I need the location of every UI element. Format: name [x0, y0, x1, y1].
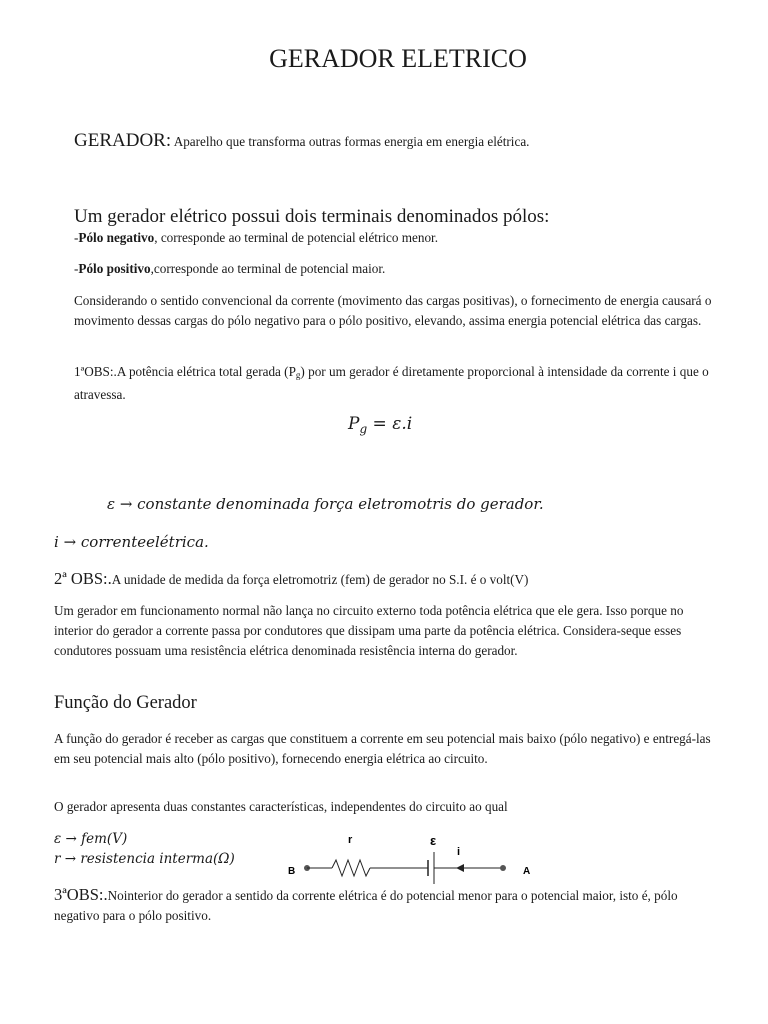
negative-pole-label: Pólo negativo — [78, 230, 155, 245]
positive-pole-label: Pólo positivo — [78, 261, 151, 276]
obs1-text-b: ) por um gerador é diretamente proporcional à intensidade da corrente i que o atravessa. — [74, 364, 709, 402]
constant-emf: ε → fem(V) — [54, 831, 128, 847]
resistor-label: r — [348, 834, 353, 846]
current-direction-paragraph: Considerando o sentido convencional da corrente (movimento das cargas positivas), o fornecimento de energia causará o movimento dessas cargas do pólo negativo para o pólo positivo, elevando, assima energia potencial elétrica das cargas. — [74, 293, 712, 328]
generator-circuit-diagram — [270, 822, 550, 886]
definition-term: GERADOR: — [74, 130, 172, 151]
negative-pole-dash: - — [74, 230, 79, 245]
page-title: GERADOR ELETRICO — [269, 44, 527, 73]
terminal-b-label: B — [288, 866, 296, 877]
constants-intro: O gerador apresenta duas constantes características, independentes do circuito ao qual — [54, 799, 508, 814]
obs3-label: 3ªOBS:. — [54, 885, 108, 904]
definition — [74, 130, 529, 152]
formula-rhs: = ε.i — [367, 414, 413, 434]
poles-heading: Um gerador elétrico possui dois terminais denominados pólos: — [74, 206, 550, 227]
definition-text: Aparelho que transforma outras formas energia em energia elétrica. — [171, 134, 530, 149]
obs2-line — [54, 569, 528, 589]
current-label: i — [457, 846, 461, 858]
positive-pole-text: ,corresponde ao terminal de potencial maior. — [150, 261, 386, 276]
terminal-a-label: A — [523, 866, 531, 877]
obs2-text: A unidade de medida da força eletromotriz (fem) de gerador no S.I. é o volt(V) — [111, 572, 529, 587]
current-definition: i → correnteelétrica. — [54, 533, 209, 551]
negative-pole-text: , corresponde ao terminal de potencial elétrico menor. — [154, 230, 439, 245]
function-heading: Função do Gerador — [54, 693, 197, 713]
resistor-symbol — [332, 860, 370, 876]
current-arrow-icon — [456, 864, 464, 872]
emf-definition: ε → constante denominada força eletromotris do gerador. — [107, 495, 544, 513]
obs2-label: 2ª OBS:. — [54, 569, 112, 588]
obs1-label: 1ªOBS:. — [74, 364, 117, 379]
internal-resistance-paragraph: Um gerador em funcionamento normal não lança no circuito externo toda potência elétrica que ele gera. Isso porque no interior do gerador a corrente passa por condutores que dissipam uma parte da potência elétrica. Considera-seque esses condutores possuam uma resistência elétrica denominada resistência interna do gerador. — [54, 603, 684, 658]
positive-pole-line — [74, 261, 385, 277]
emf-label: ε — [430, 833, 437, 848]
negative-pole-line — [74, 230, 438, 246]
power-formula — [348, 414, 412, 436]
obs1-text-a: A potência elétrica total gerada (P — [116, 364, 296, 379]
function-paragraph: A função do gerador é receber as cargas que constituem a corrente em seu potencial mais baixo (pólo negativo) e entregá-las em seu potencial mais alto (pólo positivo), fornecendo energia elétrica ao circuito. — [54, 731, 711, 766]
obs3-paragraph — [54, 885, 714, 926]
obs1-subscript: g — [295, 370, 301, 380]
formula-lhs-subscript: g — [359, 422, 368, 436]
obs1-paragraph — [74, 362, 714, 405]
constant-resistance: r → resistencia interma(Ω) — [54, 851, 235, 867]
terminal-a-dot — [500, 865, 506, 871]
formula-lhs: P — [348, 414, 360, 434]
obs3-text: Nointerior do gerador a sentido da corrente elétrica é do potencial menor para o potencial maior, isto é, pólo negativo para o pólo positivo. — [54, 888, 678, 923]
positive-pole-dash: - — [74, 261, 79, 276]
